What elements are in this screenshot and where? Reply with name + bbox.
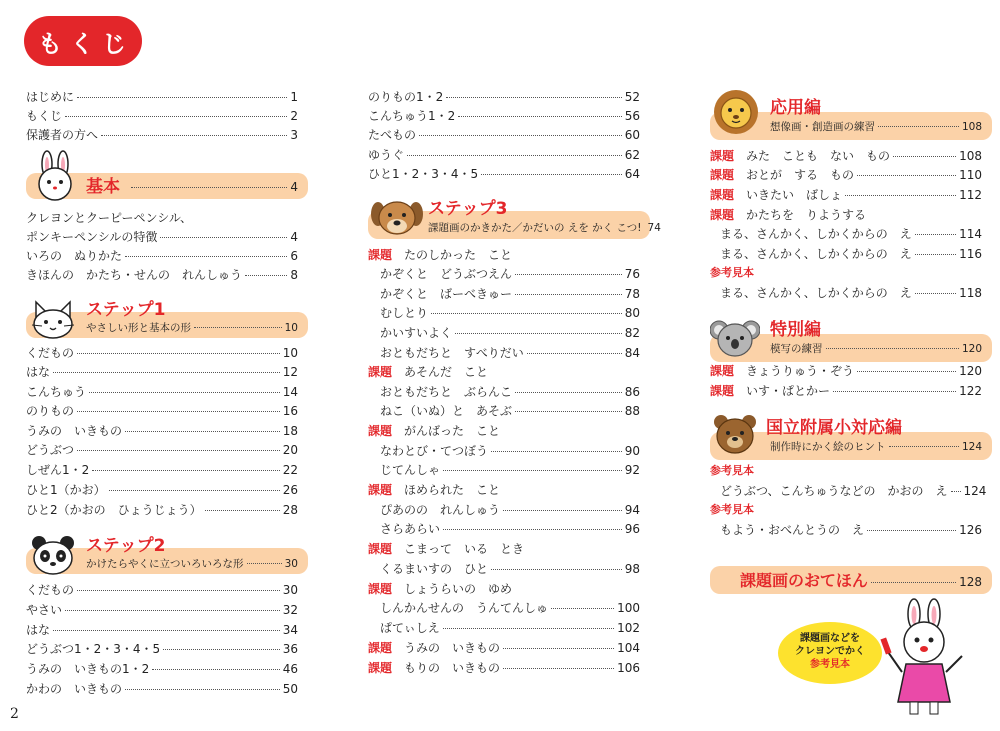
bubble-line: 参考見本 [810,659,850,670]
toc-entry[interactable]: しぜん1・2 22 [26,463,298,477]
toc-entry[interactable]: かいすいよく 82 [380,326,640,340]
toc-entry[interactable]: 課題 ほめられた こと [368,483,501,497]
bubble-line: 課題画などを [800,633,860,644]
toc-entry[interactable]: まる、さんかく、しかくからの え 114 [720,227,982,241]
toc-entry[interactable]: 課題 がんばった こと [368,424,501,438]
section-title-step1: ステップ1 [86,300,166,320]
toc-entry[interactable]: 課題 みた ことも ない もの 108 [710,149,982,163]
toc-entry[interactable]: たべもの 60 [368,128,640,142]
toc-entry[interactable]: ポンキーペンシルの特徴 4 [26,230,298,244]
toc-entry[interactable]: 課題 きょうりゅう・ぞう 120 [710,364,982,378]
toc-entry[interactable]: なわとび・てつぼう 90 [380,444,640,458]
toc-entry[interactable]: さらあらい 96 [380,522,640,536]
toc-entry[interactable]: はな 34 [26,623,298,637]
section-title-ouyou: 応用編 [770,98,821,118]
page-title: もくじ [24,16,142,66]
toc-entry[interactable]: 課題 こまって いる とき [368,542,525,556]
toc-entry[interactable]: のりもの 16 [26,404,298,418]
toc-entry[interactable]: どうぶつ 20 [26,443,298,457]
dog-icon [370,196,424,242]
section-sub-kokuritsu[interactable]: 制作時にかく絵のヒント 124 [770,441,982,453]
toc-entry[interactable]: おともだちと ぶらんこ 86 [380,385,640,399]
toc-entry[interactable]: はじめに 1 [26,90,298,104]
toc-entry[interactable]: ひと2（かおの ひょうじょう） 28 [26,503,298,517]
section-sub-ouyou[interactable]: 想像画・創造画の練習 108 [770,121,982,133]
toc-entry[interactable]: うみの いきもの 18 [26,424,298,438]
section-title-otehon[interactable]: 課題画のおてほん 128 [740,571,982,590]
section-title-kihon: 基本 [86,177,120,197]
reference-label: 参考見本 [710,464,754,477]
toc-entry[interactable]: ゆうぐ 62 [368,148,640,162]
rabbit-icon [30,150,80,206]
speech-bubble [778,622,882,684]
toc-entry[interactable]: じてんしゃ 92 [380,463,640,477]
toc-entry[interactable]: くだもの 10 [26,346,298,360]
toc-entry[interactable]: 課題 おとが する もの 110 [710,168,982,182]
toc-entry[interactable]: かぞくと ばーべきゅー 78 [380,287,640,301]
toc-entry[interactable]: どうぶつ、こんちゅうなどの かおの え 124 [720,484,987,498]
toc-entry[interactable]: きほんの かたち・せんの れんしゅう 8 [26,268,298,282]
toc-entry[interactable]: かぞくと どうぶつえん 76 [380,267,640,281]
reference-label: 参考見本 [710,266,754,279]
reference-label: 参考見本 [710,503,754,516]
cat-icon [30,298,76,344]
toc-entry[interactable]: こんちゅう 14 [26,385,298,399]
toc-entry[interactable]: ひと1（かお） 26 [26,483,298,497]
toc-entry[interactable]: もくじ 2 [26,109,298,123]
section-title-step3: ステップ3 [428,199,508,219]
toc-entry[interactable]: いろの ぬりかた 6 [26,249,298,263]
section-sub-tokubetsu[interactable]: 模写の練習 120 [770,343,982,355]
toc-entry[interactable]: こんちゅう1・2 56 [368,109,640,123]
page-number: 2 [10,706,19,722]
toc-entry[interactable]: 課題 うみの いきもの 104 [368,641,640,655]
toc-entry[interactable]: もよう・おべんとうの え 126 [720,523,982,537]
toc-entry[interactable]: のりもの1・2 52 [368,90,640,104]
toc-entry[interactable]: 課題 しょうらいの ゆめ [368,582,513,596]
toc-entry[interactable]: はな 12 [26,365,298,379]
toc-entry[interactable]: くるまいすの ひと 98 [380,562,640,576]
koala-icon [710,316,760,364]
toc-entry[interactable]: しんかんせんの うんてんしゅ 100 [380,601,640,615]
toc-entry[interactable]: ひと1・2・3・4・5 64 [368,167,640,181]
bubble-line: クレヨンでかく [795,646,865,657]
section-sub-step3[interactable]: 課題画のかきかた／かだいの えを かく こつ! 74 [428,222,661,234]
toc-entry[interactable]: 課題 いきたい ばしょ 112 [710,188,982,202]
toc-entry[interactable]: 課題 かたちを りようする [710,208,867,222]
section-title-step2: ステップ2 [86,536,166,556]
toc-entry[interactable]: かわの いきもの 50 [26,682,298,696]
toc-entry[interactable]: うみの いきもの1・2 46 [26,662,298,676]
toc-entry[interactable]: むしとり 80 [380,306,640,320]
section-title-tokubetsu: 特別編 [770,320,821,340]
section-page-kihon[interactable]: 4 [128,180,298,194]
toc-entry[interactable]: 課題 たのしかった こと [368,248,513,262]
toc-entry[interactable]: どうぶつ1・2・3・4・5 36 [26,642,298,656]
toc-entry[interactable]: ぴあのの れんしゅう 94 [380,503,640,517]
toc-entry[interactable]: まる、さんかく、しかくからの え 116 [720,247,982,261]
panda-icon [30,534,76,580]
toc-entry[interactable]: ぱてぃしえ 102 [380,621,640,635]
toc-entry[interactable]: やさい 32 [26,603,298,617]
section-sub-step2[interactable]: かけたらやくに立ついろいろな形 30 [86,558,298,570]
toc-entry[interactable]: くだもの 30 [26,583,298,597]
bear-icon [712,412,758,460]
rabbit-mascot [880,598,970,724]
toc-entry[interactable]: 課題 いす・ぱとかー 122 [710,384,982,398]
toc-entry[interactable]: おともだちと すべりだい 84 [380,346,640,360]
lion-icon [712,88,760,140]
toc-entry[interactable]: 保護者の方へ 3 [26,128,298,142]
toc-entry[interactable]: クレヨンとクーピーペンシル、 [26,211,192,225]
toc-entry[interactable]: ねこ（いぬ）と あそぶ 88 [380,404,640,418]
toc-entry[interactable]: まる、さんかく、しかくからの え 118 [720,286,982,300]
section-title-kokuritsu: 国立附属小対応編 [766,418,902,438]
section-sub-step1[interactable]: やさしい形と基本の形 10 [86,322,298,334]
toc-entry[interactable]: 課題 あそんだ こと [368,365,489,379]
toc-entry[interactable]: 課題 もりの いきもの 106 [368,661,640,675]
